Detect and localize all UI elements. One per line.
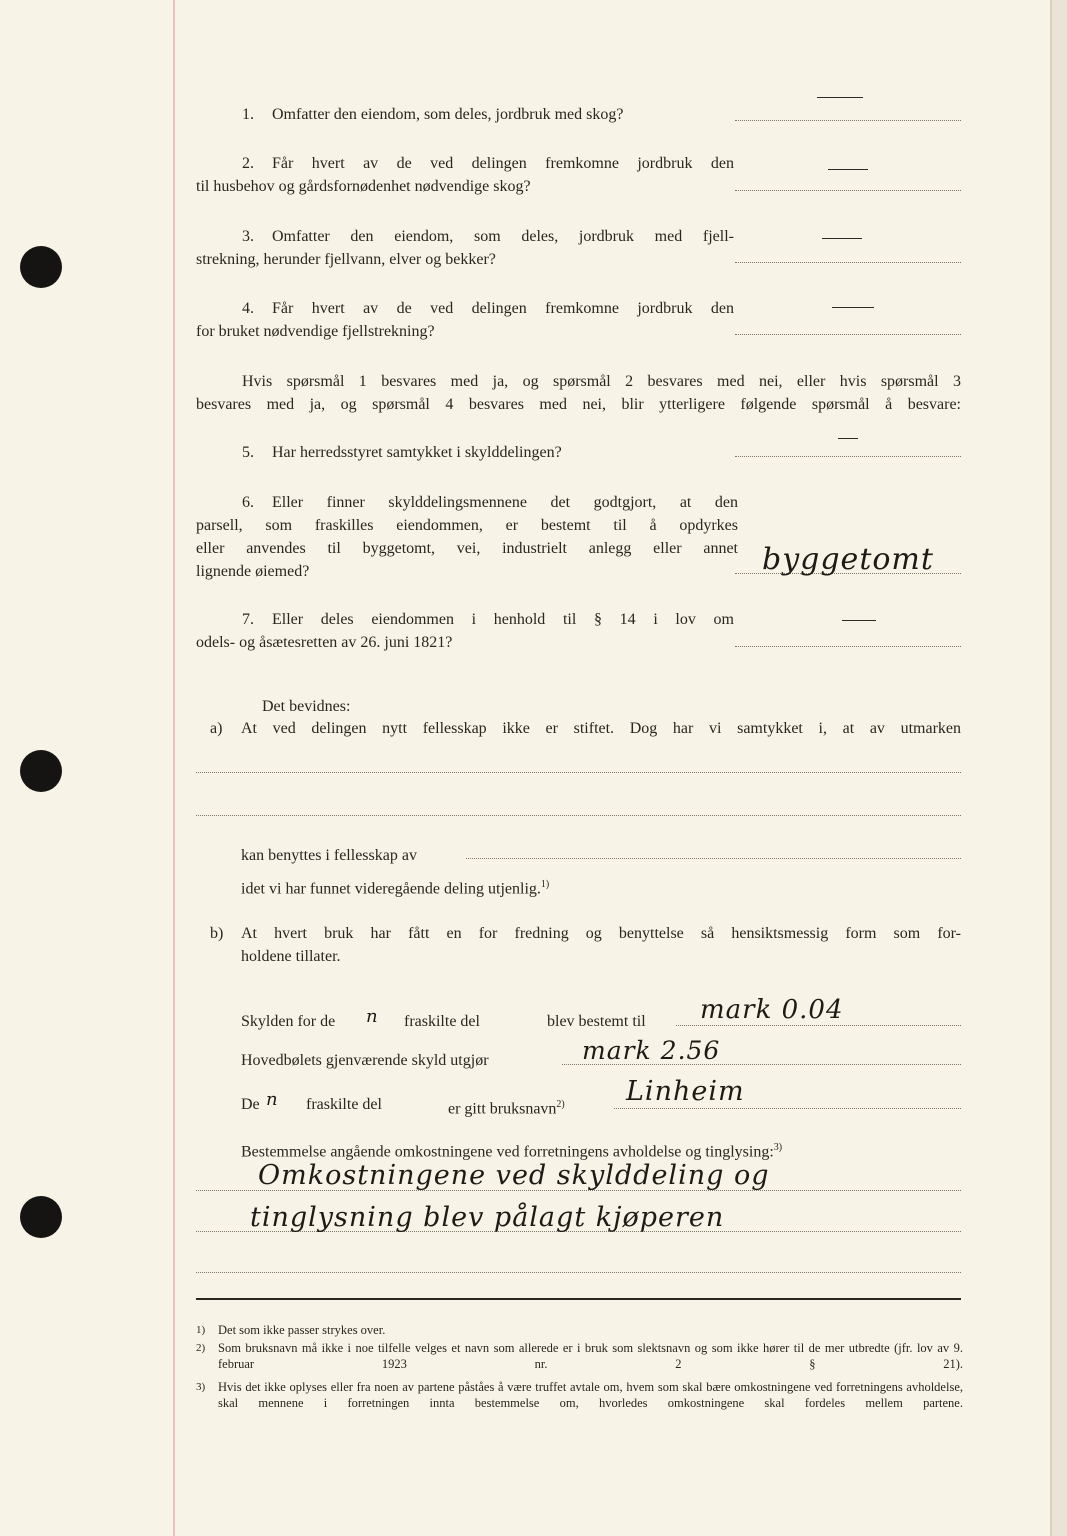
- footnote-3: [196, 1379, 963, 1427]
- footnote-2-text: Som bruksnavn må ikke i noe tilfelle velges et navn som allerede er i bruk som slektsnavn og som ikke hører til de mer utbredte (jfr. lov av 9. februar 1923 nr. 2 § 21).: [218, 1341, 963, 1371]
- attest-a-text: At ved delingen nytt fellesskap ikke er stiftet. Dog har vi samtykket i, at av utmarken: [241, 720, 961, 737]
- answer-1-dash: [817, 97, 863, 98]
- footnote-3-number: 3): [196, 1381, 206, 1393]
- footnote-1-number: 1): [196, 1324, 206, 1336]
- footnote-rule: [196, 1298, 961, 1300]
- question-4-number: 4.: [242, 300, 254, 317]
- skyld-line1-a: Skylden for de: [241, 1013, 336, 1030]
- attest-heading: Det bevidnes:: [262, 698, 351, 715]
- skyld-line1-hand-n: n: [366, 1006, 379, 1027]
- instruction-line2: besvares med ja, og spørsmål 4 besvares med nei, blir ytterligere følgende spørsmål å besvare:: [196, 396, 961, 413]
- question-5-text: Har herredsstyret samtykket i skylddelingen?: [272, 444, 562, 461]
- skyld-line2-value: mark 2.56: [582, 1036, 721, 1065]
- question-7-line1: Eller deles eiendommen i henhold til § 14 i lov om: [272, 611, 734, 628]
- answer-2-dash: [828, 169, 868, 170]
- question-6-line2: parsell, som fraskilles eiendommen, er bestemt til å opdyrkes: [196, 517, 738, 534]
- question-3-line2: strekning, herunder fjellvann, elver og bekker?: [196, 251, 496, 268]
- skyld-line3-a: De: [241, 1096, 260, 1113]
- footnote-ref-2: 2): [556, 1099, 565, 1110]
- attest-b-label: b): [210, 925, 224, 942]
- fill-line-cost3: [196, 1272, 961, 1273]
- attest-b-line2: holdene tillater.: [241, 948, 341, 965]
- question-3-line1: Omfatter den eiendom, som deles, jordbruk med fjell-: [272, 228, 734, 245]
- margin-line: [173, 0, 175, 1536]
- answer-line-1: [735, 120, 961, 121]
- cost-handwriting-line2: tinglysning blev pålagt kjøperen: [250, 1202, 725, 1233]
- footnote-2: [196, 1340, 963, 1372]
- question-1-number: 1.: [242, 106, 254, 123]
- footnote-3-text: Hvis det ikke oplyses eller fra noen av partene påståes å være truffet avtale om, hvem som skal bære omkostningene ved forretningens avholdelse, skal mennene i forretningen innta bestemmelse om, hvorledes omkostningene skal fordeles mellem partene.: [218, 1380, 963, 1410]
- instruction-line1: Hvis spørsmål 1 besvares med ja, og spørsmål 2 besvares med nei, eller hvis spørsmål 3: [242, 373, 961, 390]
- question-7-line2: odels- og åsætesretten av 26. juni 1821?: [196, 634, 453, 651]
- footnote-2-number: 2): [196, 1342, 206, 1354]
- skyld-line1-b: fraskilte del: [404, 1013, 480, 1030]
- question-6-line1: Eller finner skylddelingsmennene det godtgjort, at den: [272, 494, 738, 511]
- question-2-line1: Får hvert av de ved delingen fremkomne jordbruk den: [272, 155, 734, 172]
- skyld-line3-value: Linheim: [626, 1076, 745, 1107]
- question-6-line3: eller anvendes til byggetomt, vei, industrielt anlegg eller annet: [196, 540, 738, 557]
- footnote-ref-1: 1): [540, 879, 550, 890]
- answer-line-5: [735, 456, 961, 457]
- punch-hole-icon: [20, 246, 62, 288]
- answer-3-dash: [822, 238, 862, 239]
- question-4-line1: Får hvert av de ved delingen fremkomne jordbruk den: [272, 300, 734, 317]
- attest-b-line1: At hvert bruk har fått en for fredning og benyttelse så hensiktsmessig form som for-: [241, 925, 961, 942]
- skyld-line3-hand-n: n: [266, 1089, 279, 1110]
- fill-line-a1: [196, 772, 961, 773]
- punch-hole-icon: [20, 1196, 62, 1238]
- question-7-number: 7.: [242, 611, 254, 628]
- fill-line-a2: [196, 815, 961, 816]
- skyld-line2-label: Hovedbølets gjenværende skyld utgjør: [241, 1052, 489, 1069]
- answer-line-2: [735, 190, 961, 191]
- answer-7-dash: [842, 620, 876, 621]
- fill-line-skyld3: [614, 1108, 961, 1109]
- question-6-line4: lignende øiemed?: [196, 563, 310, 580]
- answer-5-dash: [838, 438, 858, 439]
- question-4-line2: for bruket nødvendige fjellstrekning?: [196, 323, 435, 340]
- question-3-number: 3.: [242, 228, 254, 245]
- skyld-line3-b: fraskilte del: [306, 1096, 382, 1113]
- answer-line-7: [735, 646, 961, 647]
- skyld-line4-label: Bestemmelse angående omkostningene ved forretningens avholdelse og tinglysing:$^{3)}$: [241, 1142, 783, 1161]
- answer-line-4: [735, 334, 961, 335]
- question-1-text: Omfatter den eiendom, som deles, jordbruk med skog?: [272, 106, 624, 123]
- cost-handwriting-line1: Omkostningene ved skylddeling og: [258, 1160, 770, 1191]
- question-2-line2: til husbehov og gårdsfornødenhet nødvendige skog?: [196, 178, 531, 195]
- answer-4-dash: [832, 307, 874, 308]
- punch-hole-icon: [20, 750, 62, 792]
- skyld-line1-c: blev bestemt til: [547, 1013, 646, 1030]
- footnote-ref-3: 3): [773, 1142, 783, 1153]
- answer-6-handwriting: byggetomt: [762, 542, 934, 577]
- attest-a-line3: kan benyttes i fellesskap av: [241, 847, 417, 864]
- question-5-number: 5.: [242, 444, 254, 461]
- skyld-line1-value: mark 0.04: [700, 995, 844, 1025]
- footnote-1-text: Det som ikke passer strykes over.: [218, 1323, 386, 1337]
- attest-a-label: a): [210, 720, 223, 737]
- fill-line-skyld1: [676, 1025, 961, 1026]
- fill-line-a3: [466, 858, 961, 859]
- skyld-line3-c: er gitt bruksnavn$^{2)}$: [448, 1099, 565, 1118]
- answer-line-3: [735, 262, 961, 263]
- question-2-number: 2.: [242, 155, 254, 172]
- footnote-1: [196, 1322, 963, 1338]
- question-6-number: 6.: [242, 494, 254, 511]
- attest-a-line4: idet vi har funnet videregående deling utjenlig.$^{1)}$: [241, 879, 550, 898]
